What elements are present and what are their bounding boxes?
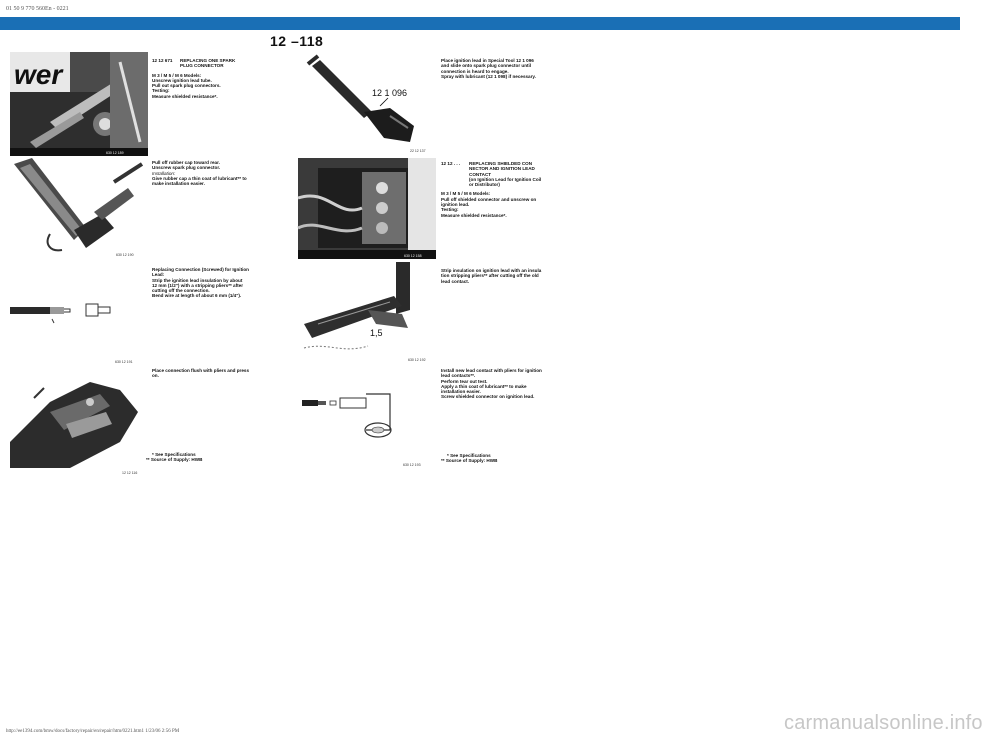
engine-logo-text: wer — [14, 59, 63, 90]
step-text: on. — [152, 373, 159, 379]
figure-caption: 630 12 192 — [408, 358, 426, 362]
section-place-ignition-lead — [441, 58, 576, 79]
step-text: Unscrew ignition lead tube. — [152, 77, 212, 83]
section-title: CONTACT — [469, 171, 492, 177]
step-text: connection is heard to engage. — [441, 68, 509, 74]
section-title: NECTOR AND IGNITION LEAD — [469, 166, 535, 172]
subsection-title: Lead: — [152, 272, 165, 278]
figure-caption: 630 12 158 — [404, 254, 422, 258]
section-replacing-one-spark-plug-connector — [152, 58, 282, 99]
footnotes-right — [441, 453, 576, 464]
subsection-title: Replacing Connection (Screwed) for Ignition — [152, 267, 249, 272]
step-text: Give rubber cap a thin coat of lubricant** to — [152, 175, 247, 181]
step-text: Pull out spark plug connectors. — [152, 83, 221, 89]
step-text: Unscrew spark plug connector. — [152, 165, 221, 171]
section-strip-insulation — [441, 268, 576, 284]
document-id: 01 50 9 770 560En - 0221 — [6, 6, 69, 12]
step-text: Strip the ignition lead insulation by about — [152, 277, 243, 283]
illustration-rubber-cap — [10, 158, 148, 258]
photo-shielded-connector — [298, 158, 436, 259]
header-bar — [0, 17, 960, 30]
dimension-label: 1,5 — [370, 328, 383, 338]
step-text: Strip insulation on ignition lead with an insula — [441, 268, 542, 273]
testing-label: Testing: — [152, 88, 170, 94]
testing-label: Testing: — [441, 207, 459, 213]
watermark: carmanualsonline.info — [784, 712, 983, 734]
illustration-lead-contact — [298, 372, 436, 462]
step-text: Measure shielded resistance*. — [441, 212, 507, 218]
step-text: lead contacts**. — [441, 373, 476, 379]
photo-pliers-press — [10, 372, 148, 468]
step-text: Pull off shielded connector and unscrew on — [441, 196, 537, 202]
step-text: Spray with lubricant (12 1 098) if necessary. — [441, 73, 536, 79]
models-label: M 3 / M 5 / M 6 Models: — [441, 191, 491, 197]
section-title: PLUG CONNECTOR — [180, 63, 224, 69]
step-text: Place connection flush with pliers and press — [152, 368, 250, 373]
footnote: ** Source of Supply: HWB — [441, 458, 498, 464]
step-text: Place ignition lead in Special Tool 12 1 096 — [441, 58, 534, 63]
step-text: Bend wire at length of about 6 mm (1/4"). — [152, 293, 242, 299]
step-text: Pull off rubber cap toward rear. — [152, 160, 220, 165]
figure-caption: 630 12 193 — [403, 463, 421, 467]
figure-caption: 630 12 190 — [116, 253, 134, 257]
footer-url: http://ee1394.com/bmw/docs/factory/repair/en/repair/htm/0221.htm1 1/23/06 2:56 PM — [6, 729, 180, 734]
step-text: Install new lead contact with pliers for ignition — [441, 368, 542, 373]
section-install-lead-contact — [441, 368, 576, 400]
step-text: and slide onto spark plug connector until — [441, 63, 532, 69]
section-subtitle: (on Ignition Lead for Ignition Coil — [469, 176, 542, 182]
photo-stripping-pliers — [298, 262, 436, 358]
tool-number-label: 12 1 096 — [372, 88, 408, 98]
illustration-special-tool — [298, 52, 436, 148]
footnote: * See Specifications — [152, 452, 196, 457]
section-rubber-cap — [152, 160, 284, 186]
step-text: make installation easier. — [152, 181, 205, 187]
page-number: 12 –118 — [270, 33, 324, 49]
figure-caption: 630 12 191 — [115, 360, 133, 364]
section-replacing-shielded-connector — [441, 161, 576, 218]
step-text: 12 mm (1/2") with a stripping pliers** after — [152, 282, 244, 288]
installation-label: Installation: — [152, 170, 176, 176]
section-code: 12 12 . . . — [441, 161, 461, 166]
photo-spark-plug-connectors — [10, 52, 148, 156]
step-text: cutting off the connection. — [152, 288, 210, 294]
step-text: lead contact. — [441, 278, 470, 284]
footnote: ** Source of Supply: HWB — [146, 457, 203, 463]
step-text: Measure shielded resistance*. — [152, 93, 218, 99]
step-text: ignition lead. — [441, 202, 470, 208]
section-subtitle: or Distributor) — [469, 182, 500, 188]
figure-caption: 22 12 137 — [410, 149, 426, 153]
section-title: REPLACING SHIELDED CON — [469, 161, 533, 166]
section-title: REPLACING ONE SPARK — [180, 58, 236, 63]
figure-caption: 630 12 189 — [106, 151, 124, 155]
footnote: * See Specifications — [447, 453, 491, 458]
section-replacing-connection — [152, 267, 284, 299]
section-place-connection — [152, 368, 284, 379]
illustration-screwed-connection — [10, 285, 148, 355]
section-code: 12 12 671 — [152, 58, 173, 63]
models-label: M 3 / M 5 / M 6 Models: — [152, 72, 202, 78]
step-text: Perform tear out test. — [441, 378, 488, 384]
step-text: installation easier. — [441, 389, 481, 395]
step-text: Apply a thin coat of lubricant** to make — [441, 383, 527, 389]
step-text: Screw shielded connector on ignition lead. — [441, 394, 535, 400]
step-text: tion stripping pliers** after cutting off the old — [441, 273, 539, 279]
figure-caption: 12 12 116 — [122, 471, 138, 475]
footnotes-left — [146, 452, 278, 463]
